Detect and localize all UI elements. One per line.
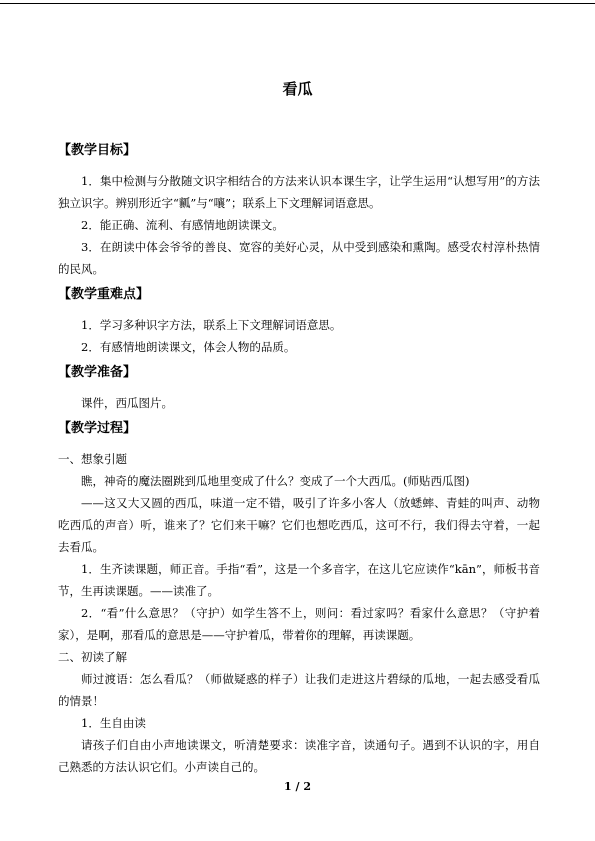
goal-item-1: 1．集中检测与分散随文识字相结合的方法来认识本课生字，让学生运用“认想写用”的方法独立识字。辨别形近字“瓤”与“嚷”；联系上下文理解词语意思。 [58, 174, 540, 210]
key-item-1: 1．学习多种识字方法，联系上下文理解词语意思。 [81, 318, 342, 332]
process-part1-item-2: ——这又大又圆的西瓜，味道一定不错，吸引了许多小客人（放蟋蟀、青蛙的叫声、动物吃西瓜的声音）听，谁来了？它们来干嘛？它们也想吃西瓜，这可不行，我们得去守着，一起去看瓜。 [58, 496, 540, 554]
goal-item-2: 2．能正确、流利、有感情地朗读课文。 [81, 218, 284, 232]
process-part2-item-2: 1．生自由读 [81, 716, 146, 730]
process-part2-title: 二、初读了解 [58, 650, 127, 664]
page-number: 1 / 2 [284, 780, 311, 793]
heading-key-points: 【教学重难点】 [58, 287, 150, 302]
goal-item-3: 3．在朗读中体会爷爷的善良、宽容的美好心灵，从中受到感染和熏陶。感受农村淳朴热情的民风。 [58, 240, 540, 276]
process-part1-item-4: 2．“看”什么意思？（守护）如学生答不上，则问：看过家吗？看家什么意思？（守护着家），是啊，那看瓜的意思是——守护着瓜，带着你的理解，再读课题。 [58, 606, 540, 642]
document-title: 看瓜 [282, 80, 313, 98]
process-part1-item-1: 瞧，神奇的魔法圈跳到瓜地里变成了什么？变成了一个大西瓜。(师贴西瓜图) [81, 474, 470, 488]
heading-process: 【教学过程】 [58, 421, 137, 436]
process-part1-title: 一、想象引题 [58, 452, 127, 466]
process-part1-item-3: 1．生齐读课题，师正音。手指“看”，这是一个多音字，在这儿它应读作“kān”，师板书音节，生再读课题。——读准了。 [58, 562, 540, 598]
process-part2-item-1: 师过渡语：怎么看瓜？（师做疑惑的样子）让我们走进这片碧绿的瓜地，一起去感受看瓜的情景！ [58, 672, 540, 708]
process-part2-item-3: 请孩子们自由小声地读课文，听清楚要求：读准字音，读通句子。遇到不认识的字，用自己熟悉的方法认识它们。小声读自己的。 [58, 738, 540, 774]
document-body [58, 140, 540, 778]
heading-preparation: 【教学准备】 [58, 365, 137, 380]
prep-item-1: 课件，西瓜图片。 [81, 396, 173, 410]
top-rule [0, 3, 595, 4]
heading-goals: 【教学目标】 [58, 143, 137, 158]
key-item-2: 2．有感情地朗读课文，体会人物的品质。 [81, 340, 296, 354]
